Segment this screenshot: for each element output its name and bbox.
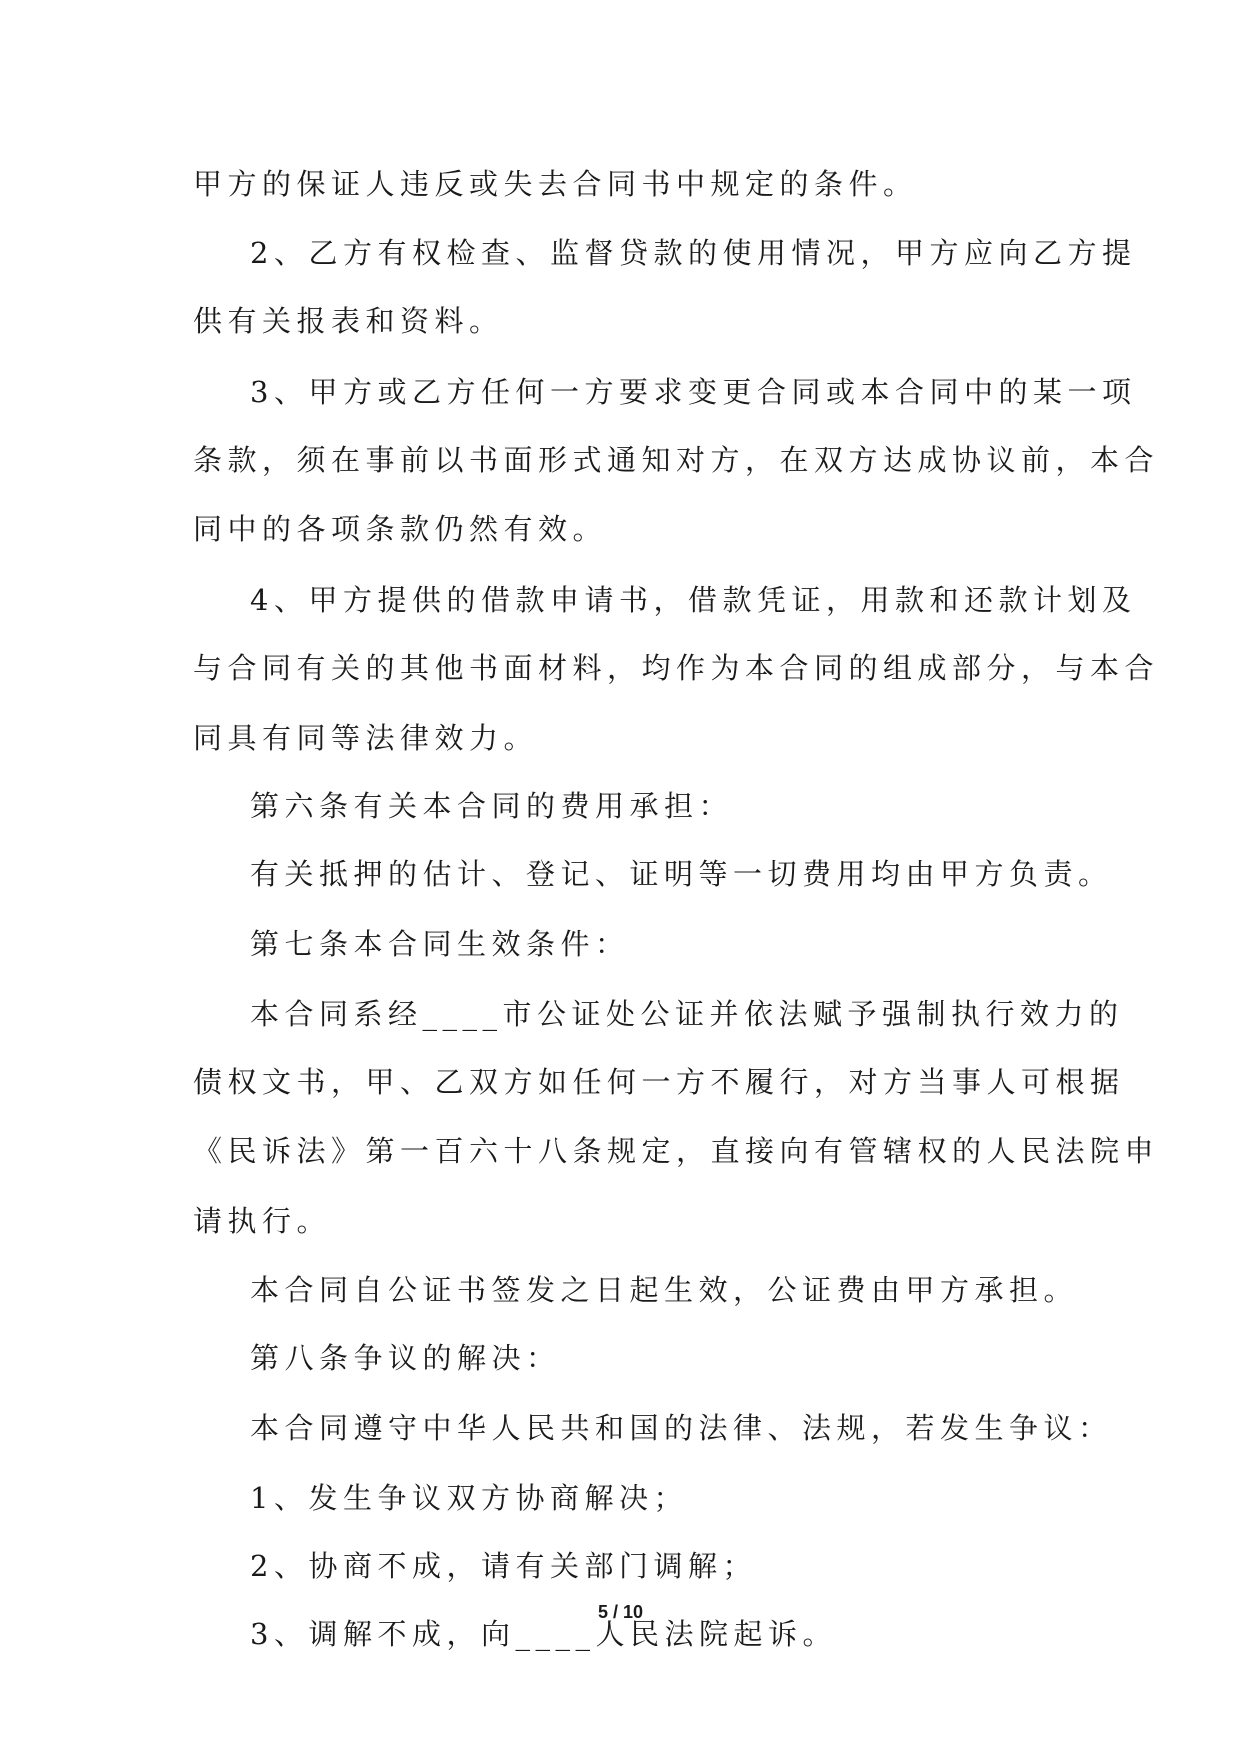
- page-number: 5 / 10: [597, 1602, 644, 1622]
- text-line: 3、调解不成，向____人民法院起诉。: [250, 1617, 837, 1651]
- text-line: 本合同自公证书签发之日起生效，公证费由甲方承担。: [250, 1273, 1079, 1307]
- text-line: 供有关报表和资料。: [193, 304, 504, 338]
- text-line: 第七条本合同生效条件：: [250, 927, 630, 961]
- text-line: 3、甲方或乙方任何一方要求变更合同或本合同中的某一项: [250, 375, 1137, 409]
- text-line: 第六条有关本合同的费用承担：: [250, 789, 734, 823]
- text-line: 1、发生争议双方协商解决；: [250, 1481, 688, 1515]
- text-line: 《民诉法》第一百六十八条规定，直接向有管辖权的人民法院申: [193, 1134, 1160, 1168]
- text-line: 同具有同等法律效力。: [193, 721, 539, 755]
- text-line: 本合同遵守中华人民共和国的法律、法规，若发生争议：: [250, 1411, 1113, 1445]
- text-line: 2、乙方有权检查、监督贷款的使用情况，甲方应向乙方提: [250, 236, 1137, 270]
- text-line: 本合同系经____市公证处公证并依法赋予强制执行效力的: [250, 997, 1124, 1031]
- text-line: 甲方的保证人违反或失去合同书中规定的条件。: [193, 167, 918, 201]
- text-line: 与合同有关的其他书面材料，均作为本合同的组成部分，与本合: [193, 651, 1160, 685]
- text-line: 有关抵押的估计、登记、证明等一切费用均由甲方负责。: [250, 857, 1113, 891]
- text-line: 债权文书，甲、乙双方如任何一方不履行，对方当事人可根据: [193, 1065, 1125, 1099]
- text-line: 请执行。: [193, 1204, 332, 1238]
- text-line: 同中的各项条款仍然有效。: [193, 512, 608, 546]
- text-line: 条款，须在事前以书面形式通知对方，在双方达成协议前，本合: [193, 443, 1160, 477]
- text-line: 第八条争议的解决：: [250, 1341, 561, 1375]
- text-line: 2、协商不成，请有关部门调解；: [250, 1549, 757, 1583]
- text-line: 4、甲方提供的借款申请书，借款凭证，用款和还款计划及: [250, 583, 1137, 617]
